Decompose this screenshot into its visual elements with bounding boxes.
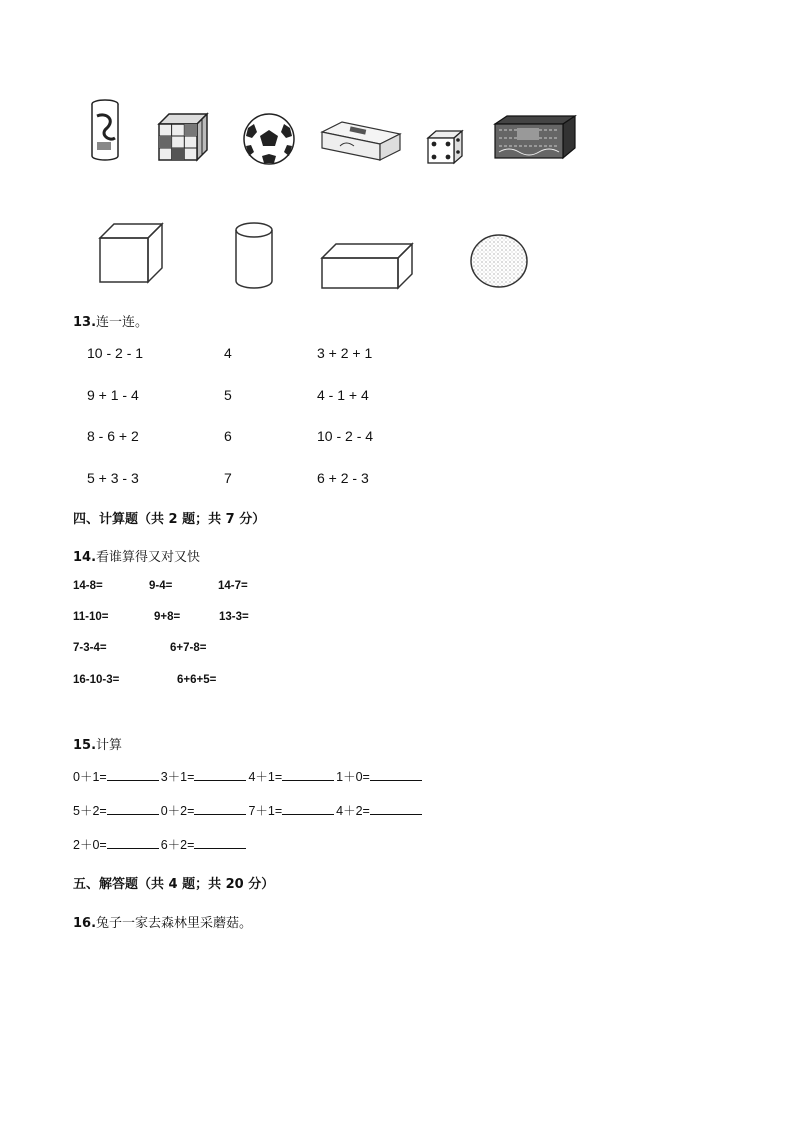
answer-blank[interactable] [107, 769, 159, 781]
q14-item: 14-8= [73, 580, 103, 592]
q14-title [73, 546, 200, 565]
q13-number: 13. [73, 315, 97, 330]
q13-text: 连一连。 [96, 315, 149, 330]
q15-item: 2＋0= [73, 838, 107, 852]
q13-right-4[interactable]: 6 + 2 - 3 [317, 470, 369, 486]
q15-item: 5＋2= [73, 804, 107, 818]
q14-item: 13-3= [219, 611, 249, 623]
answer-blank[interactable] [107, 803, 159, 815]
q13-left-4[interactable]: 5 + 3 - 3 [87, 470, 139, 486]
answer-blank[interactable] [282, 769, 334, 781]
q13-title [73, 311, 148, 330]
q14-text: 看谁算得又对又快 [96, 550, 201, 565]
answer-blank[interactable] [194, 769, 246, 781]
answer-blank[interactable] [370, 769, 422, 781]
answer-blank[interactable] [107, 837, 159, 849]
q13-left-3[interactable]: 8 - 6 + 2 [87, 428, 139, 444]
answer-blank[interactable] [370, 803, 422, 815]
q15-item: 7＋1= [248, 804, 283, 818]
section-4-heading: 四、计算题（共 2 题；共 7 分） [73, 512, 266, 527]
q13-middle-2[interactable]: 5 [224, 387, 232, 403]
shape-sphere-icon [469, 233, 529, 289]
q15-number: 15. [73, 738, 97, 753]
q13-middle-1[interactable]: 4 [224, 345, 232, 361]
shape-cube-icon [98, 222, 166, 284]
q15-row-1 [73, 767, 424, 785]
q16-number: 16. [73, 916, 97, 931]
answer-blank[interactable] [194, 803, 246, 815]
q16-title [73, 912, 252, 931]
q13-right-2[interactable]: 4 - 1 + 4 [317, 387, 369, 403]
q15-title [73, 734, 122, 753]
shape-cylinder-icon [232, 221, 276, 291]
q14-item: 9-4= [149, 580, 173, 592]
q14-number: 14. [73, 550, 97, 565]
q13-left-2[interactable]: 9 + 1 - 4 [87, 387, 139, 403]
q13-middle-3[interactable]: 6 [224, 428, 232, 444]
q13-right-3[interactable]: 10 - 2 - 4 [317, 428, 374, 444]
q14-item: 7-3-4= [73, 642, 107, 654]
q15-text: 计算 [96, 738, 123, 753]
q14-item: 9+8= [154, 611, 181, 623]
object-football-icon [242, 112, 296, 166]
q14-item: 6+7-8= [170, 642, 207, 654]
q14-item: 16-10-3= [73, 674, 120, 686]
q15-item: 4＋1= [248, 770, 283, 784]
q13-middle-4[interactable]: 7 [224, 470, 232, 486]
section-5-heading: 五、解答题（共 4 题；共 20 分） [73, 877, 275, 892]
q14-item: 11-10= [73, 611, 109, 623]
object-rubiks-cube-icon [155, 110, 211, 164]
q15-item: 0＋2= [160, 804, 195, 818]
q16-text: 兔子一家去森林里采蘑菇。 [96, 916, 253, 931]
q15-item: 3＋1= [160, 770, 195, 784]
object-pencil-box-icon [320, 120, 402, 164]
answer-blank[interactable] [282, 803, 334, 815]
object-gift-box-icon [493, 114, 577, 160]
q14-item: 6+6+5= [177, 674, 217, 686]
q15-row-2 [73, 801, 424, 819]
object-dice-icon [425, 128, 465, 166]
q15-row-3 [73, 835, 248, 853]
object-can-icon [85, 98, 125, 162]
q15-item: 1＋0= [336, 770, 370, 784]
q14-item: 14-7= [218, 580, 248, 592]
answer-blank[interactable] [194, 837, 246, 849]
q15-item: 4＋2= [336, 804, 370, 818]
q13-left-1[interactable]: 10 - 2 - 1 [87, 345, 144, 361]
shape-cuboid-icon [320, 242, 414, 290]
q15-item: 6＋2= [160, 838, 195, 852]
q13-right-1[interactable]: 3 + 2 + 1 [317, 345, 373, 361]
q15-item: 0＋1= [73, 770, 107, 784]
